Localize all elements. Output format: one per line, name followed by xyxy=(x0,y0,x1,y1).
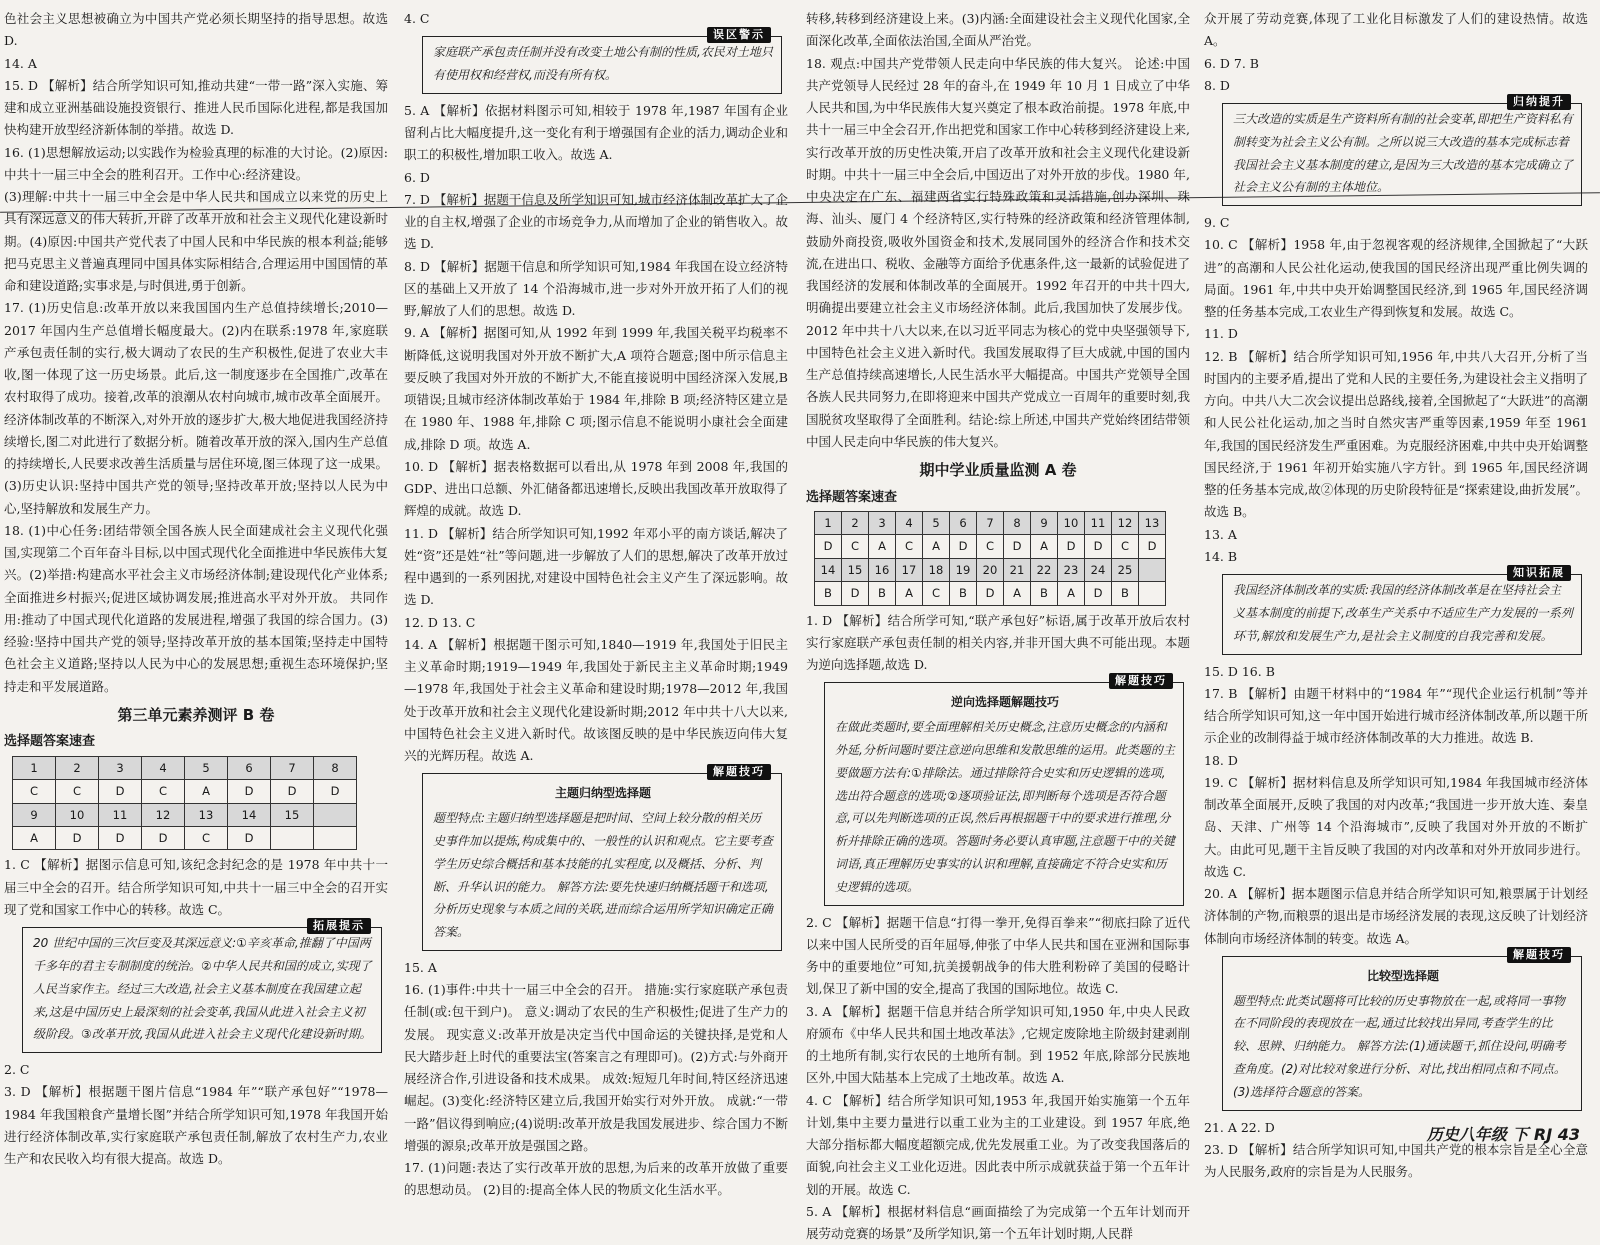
answer-2: 2. C 【解析】据题干信息“打得一拳开,免得百拳来”“彻底扫除了近代以来中国人民所受的百年屈辱,伸张了中华人民共和国在亚洲和国际事务中的重要地位”可知,抗美援朝战争的伟大胜利粉碎了美国的侵略计划,保卫了新中国的安全,提高了我国的国际地位。故选 C. xyxy=(806,914,1190,997)
tip-box xyxy=(1222,95,1582,206)
answer-11: 11. D xyxy=(1204,326,1238,342)
answer-21-22: 21. A 22. D xyxy=(1204,1119,1275,1135)
answer-5: 5. A 【解析】依据材料图示可知,相较于 1978 年,1987 年国有企业留利占比大幅度提升,这一变化有利于增强国有企业的活力,调动企业和职工的积极性,增加职工收入。故选 A. xyxy=(404,102,788,163)
tip-tag: 解题技巧 xyxy=(707,764,771,780)
answer-13: 13. A xyxy=(1204,526,1237,542)
text-top: 众开展了劳动竞赛,体现了工业化目标激发了人们的建设热情。故选 A。 xyxy=(1204,11,1588,49)
answer-4: 4. C 【解析】结合所学知识可知,1953 年,我国开始实施第一个五年计划,集中主要力量进行以重工业为主的工业建设。到 1957 年底,绝大部分指标都大幅度超额完成,优先发展重工业。为了改变我国落后的面貌,向社会主义工业化迈进。因此表中所示成就获益于第一个五年计划的开展。故选 C. xyxy=(806,1092,1190,1197)
text-top: 转移,转移到经济建设上来。(3)内涵:全面建设社会主义现代化国家,全面深化改革,全面依法治国,全面从严治党。 xyxy=(806,11,1190,49)
tip-text: 在做此类题时,要全面理解相关历史概念,注意历史概念的内涵和外延,分析问题时要注意逆向思维和发散思维的运用。此类题的主要做题方法有:①排除法。通过排除符合史实和历史逻辑的选项,选出符合题意的选项;②逐项验证法,即判断每个选项是否符合题意,可以先判断选项的正误,然后再根据题干中的要求进行推理,分析并排除正确的选项。答题时务必要认真审题,注意题干中的关键词语,真正理解历史事实的认识和理解,直接确定不符合史实和历史逻辑的选项。 xyxy=(835,720,1175,894)
tip-box xyxy=(824,674,1184,905)
answer-16b: (3)理解:中共十一届三中全会是中华人民共和国成立以来党的历史上具有深远意义的伟大转折,开辟了改革开放和社会主义现代化建设新时期。(4)原因:中国共产党代表了中国人民和中华民族的根本利益;能够把马克思主义普遍真理同中国具体实际相结合,合理运用中国国情的革命和建设道路;实事求是,与时俱进,勇于创新。 xyxy=(4,189,388,293)
answer-3: 3. D 【解析】根据题干图片信息“1984 年”“联产承包好”“1978—1984 年我国粮食产量增长图”并结合所学知识可知,1978 年我国开始进行经济体制改革,实行家庭联产承包责任制,解放了农村生产力,农业生产和农民收入均有很大提高。故选 D。 xyxy=(4,1084,388,1167)
column-3 xyxy=(806,8,1190,1245)
answer-18: 18. 观点:中国共产党带领人民走向中华民族的伟大复兴。 论述:中国共产党领导人民经过 28 年的奋斗,在 1949 年 10 月 1 日成立了中华人民共和国,为中华民族伟大复兴奠定了根本政治前提。1978 年底,中共十一届三中全会召开,作出把党和国家工作中心转移到经济建设上来,实行改革开放的历史性决策,开启了改革开放和社会主义现代化建设新时期。中共十一届三中全会后,中国迈出了对外开放的步伐。1980 年,中央决定在广东、福建两省实行特殊政策和灵活措施,创办深圳、珠海、汕头、厦门 4 个经济特区,实行特殊的经济政策和经济管理体制,鼓励外商投资,吸收外国资金和技术,发展同国外的经济合作和技术交流,在进出口、税收、金融等方面给予优惠条件,这一最新的试验促进了我国经济的发展和体制改革的全面展开。1992 年召开的中共十四大,明确提出要建立社会主义市场经济体制。此后,我国加快了发展步伐。2012 年中共十八大以来,在以习近平同志为核心的党中央坚强领导下,中国特色社会主义进入新时代。我国发展取得了巨大成就,中国的国内生产总值持续高速增长,人民生活水平大幅提高。中国共产党领导全国各族人民共同努力,在即将迎来中国共产党成立一百周年的重要时刻,我国脱贫攻坚取得了全面胜利。结论:综上所述,中国共产党始终团结带领中国人民走向中华民族的伟大复兴。 xyxy=(806,55,1190,449)
answer-20: 20. A 【解析】据本题图示信息并结合所学知识可知,粮票属于计划经济体制的产物,而粮票的退出是市场经济发展的表现,这反映了计划经济体制向市场经济体制的转变。故选 A。 xyxy=(1204,886,1588,946)
answer-15: 15. A xyxy=(404,959,437,975)
answer-14: 14. B xyxy=(1204,548,1238,564)
tip-title: 主题归纳型选择题 xyxy=(554,786,651,801)
tip-box xyxy=(422,765,782,951)
tip-text: 我国经济体制改革的实质:我国的经济体制改革是在坚持社会主义基本制度的前提下,改革生产关系中不适应生产力发展的一系列环节,解放和发展生产力,是社会主义制度的自我完善和发展。 xyxy=(1233,583,1573,643)
tip-text: 三大改造的实质是生产资料所有制的社会变革,即把生产资料私有制转变为社会主义公有制。之所以说三大改造的基本完成标志着我国社会主义基本制度的建立,是因为三大改造的基本完成确立了社会主义公有制的主体地位。 xyxy=(1233,112,1573,195)
answer-9: 9. A 【解析】据图可知,从 1992 年到 1999 年,我国关税平均税率不断降低,这说明我国对外开放不断扩大,A 项符合题意;图中所示信息主要反映了我国对外开放的不断扩大,不能直接说明中国经济深入发展,B 项错误;且城市经济体制改革始于 1984 年,排除 B 项;经济特区建立是在 1980 年、1988 年,排除 C 项;图示信息不能说明小康社会全面建成,排除 D 项。故选 A. xyxy=(404,325,788,452)
answer-18: 18. D xyxy=(1204,752,1238,768)
answer-4: 4. C xyxy=(404,11,430,26)
quick-check-title: 选择题答案速查 xyxy=(4,734,96,750)
tip-text: 家庭联产承包责任制并没有改变土地公有制的性质,农民对土地只有使用权和经营权,而没有所有权。 xyxy=(433,45,773,83)
midterm-title: 期中学业质量监测 A 卷 xyxy=(919,461,1077,479)
answer-16: 16. (1)事件:中共十一届三中全会的召开。 措施:实行家庭联产承包责任制(或:包干到户)。 意义:调动了农民的生产积极性;促进了生产力的发展。 现实意义:改革开放是决定当代中国命运的关键抉择,是党和人民大踏步赶上时代的重要法宝(答案言之有理即可)。(2)方式:与外商开展经济合作,引进设备和技术成果。 成效:短短几年时间,特区经济迅速崛起。(3)变化:经济特区建立后,我国开始实行对外开放。 成就:“一带一路”倡议得到响应;(4)说明:改革开放是我国发展进步、综合国力不断增强的源泉;改革开放是强国之路。 xyxy=(404,982,788,1153)
answer-17: 17. (1)问题:表达了实行改革开放的思想,为后来的改革开放做了重要的思想动员。 (2)目的:提高全体人民的物质文化生活水平。 xyxy=(404,1160,788,1198)
tip-tag: 知识拓展 xyxy=(1507,565,1571,581)
answer-1: 1. D 【解析】结合所学可知,“联产承包好”标语,属于改革开放后农村实行家庭联产承包责任制的相关内容,并非开国大典不可能出现。本题为逆向选择题,故选 D. xyxy=(806,612,1190,673)
answer-10: 10. D 【解析】据表格数据可以看出,从 1978 年到 2008 年,我国的 GDP、进出口总额、外汇储备都迅速增长,反映出我国改革开放取得了辉煌的成就。故选 D. xyxy=(404,458,788,519)
tip-title: 比较型选择题 xyxy=(1366,968,1439,983)
answer-5: 5. A 【解析】根据材料信息“画面描绘了为完成第一个五年计划而开展劳动竞赛的场景”及所学知识,第一个五年计划时期,人民群 xyxy=(806,1203,1190,1242)
quick-check-title: 选择题答案速查 xyxy=(806,489,898,505)
tip-tag: 误区警示 xyxy=(707,27,771,43)
answer-8: 8. D 【解析】据题干信息和所学知识可知,1984 年我国在设立经济特区的基础上又开放了 14 个沿海城市,进一步对外开放开拓了人们的视野,解放了人们的思想。故选 D. xyxy=(404,258,788,319)
answer-15-16: 15. D 16. B xyxy=(1204,663,1275,679)
answer-17: 17. B 【解析】由题干材料中的“1984 年”“现代企业运行机制”等并结合所学知识可知,这一年中国开始进行城市经济体制改革,所以题干所示企业的改制得益于城市经济体制改革的大力推进。故选 B. xyxy=(1204,685,1588,746)
answer-2: 2. C xyxy=(4,1062,30,1078)
answer-23: 23. D 【解析】结合所学知识可知,中国共产党的根本宗旨是全心全意为人民服务,政府的宗旨是为人民服务。 xyxy=(1204,1141,1588,1180)
column-2 xyxy=(404,8,788,1202)
answer-16a: 16. (1)思想解放运动;以实践作为检验真理的标准的大讨论。(2)原因:中共十一届三中全会的胜利召开。工作中心:经济建设。 xyxy=(4,144,388,182)
answer-17: 17. (1)历史信息:改革开放以来我国国内生产总值持续增长;2010—2017 年国内生产总值增长幅度最大。(2)内在联系:1978 年,家庭联产承包责任制的实行,极大调动了农民的生产积极性,促进了农业大丰收,图一体现了这一历史场景。此后,这一制度逐步在全国推广,改革在农村取得了成功。接着,改革的浪潮从农村向城市,城市改革全面展开。经济体制改革的不断深入,对外开放的逐步扩大,极大地促进我国经济持续增长,图二对此进行了数据分析。随着改革开放的深入,国内生产总值的持续增长,人民要求改善生活质量与居住环境,图三体现了这一成果。(3)历史认识:坚持中国共产党的领导;坚持改革开放;坚持以人民为中心,坚持解放和发展生产力。 xyxy=(4,300,388,516)
column-4 xyxy=(1204,8,1588,1183)
answer-14: 14. A 【解析】根据题干图示可知,1840—1919 年,我国处于旧民主主义革命时期;1919—1949 年,我国处于新民主主义革命时期;1949—1978 年,我国处于社会主义革命和建设时期;1978—2012 年,我国处于改革开放和社会主义现代化建设新时期;2012 年中共十八大以来,中国特色社会主义进入新时代。故该图反映的是中华民族迈向伟大复兴的光辉历程。故选 A. xyxy=(404,636,788,764)
answer-12: 12. B 【解析】结合所学知识可知,1956 年,中共八大召开,分析了当时国内的主要矛盾,提出了党和人民的主要任务,为建设社会主义指明了方向。中共八大二次会议提出总路线,接着,全国掀起了“大跃进”的高潮和人民公社化运动,加之当时自然灾害严重等因素,1959 年至 1961 年,我国的国民经济发生严重困难。为克服经济困难,中共中央开始调整国民经济,于 1961 年初开始实施八字方针。到 1965 年,国民经济调整的任务基本完成,故②体现的历史阶段特征是“探索建设,曲折发展”。故选 B。 xyxy=(1204,348,1588,520)
column-1 xyxy=(4,8,388,1170)
answer-15: 15. D 【解析】结合所学知识可知,推动共建“一带一路”深入实施、筹建和成立亚洲基础设施投资银行、推进人民币国际化进程,都是我国加快构建开放型经济新体制的举措。故选 D. xyxy=(4,77,388,138)
answer-12: 12. D 13. C xyxy=(404,614,476,630)
answer-table-1: 1 2 3 4 5 6 7 8 C C D C A D D D 9 10 11 12 13 14 15 A D D D C D xyxy=(12,756,357,851)
answer-11: 11. D 【解析】结合所学知识可知,1992 年邓小平的南方谈话,解决了姓“资”还是姓“社”等问题,进一步解放了人们的思想,解决了改革开放过程中遇到的一系列困扰,对建设中国特色社会主义产生了深远影响。故选 D. xyxy=(404,525,788,608)
answer-7: 7. D 【解析】据题干信息及所学知识可知,城市经济体制改革扩大了企业的自主权,增强了企业的市场竞争力,从而增加了企业的销售收入。故选 D. xyxy=(404,191,788,252)
tip-tag: 拓展提示 xyxy=(307,918,371,934)
unit-title: 第三单元素养测评 B 卷 xyxy=(117,705,275,724)
page-footer: 历史八年级 下 RJ 43 xyxy=(1426,1124,1580,1144)
tip-box xyxy=(22,919,382,1053)
answer-18: 18. (1)中心任务:团结带领全国各族人民全面建成社会主义现代化强国,实现第二个百年奋斗目标,以中国式现代化全面推进中华民族伟大复兴。(2)举措:构建高水平社会主义市场经济体制;建设现代化产业体系;全面推进乡村振兴;促进区域协调发展;推进高水平对外开放。 共同作用:推动了中国式现代化道路的发展进程,增强了我国的综合国力。(3)经验:坚持中国共产党的领导;坚持改革开放的基本国策;坚持走中国特色社会主义道路;坚持以人民为中心的发展思想;重视生态环境保护;坚持走和平发展道路。 xyxy=(4,522,388,694)
answer-9: 9. C xyxy=(1204,215,1230,231)
answer-10: 10. C 【解析】1958 年,由于忽视客观的经济规律,全国掀起了“大跃进”的高潮和人民公社化运动,使我国的国民经济出现严重比例失调的局面。1961 年,中共中央开始调整国民经济,到 1965 年,国民经济调整的任务基本完成,工农业生产得到恢复和发展。故选 C。 xyxy=(1204,237,1588,320)
tip-text: 20 世纪中国的三次巨变及其深远意义:①辛亥革命,推翻了中国两千多年的君主专制制度的统治。②中华人民共和国的成立,实现了人民当家作主。经过三大改造,社会主义基本制度在我国建立起来,这是中国历史上最深刻的社会变革,我国从此进入社会主义初级阶段。③改革开放,我国从此进入社会主义现代化建设新时期。 xyxy=(33,936,372,1042)
tip-title: 逆向选择题解题技巧 xyxy=(950,695,1059,710)
text-top: 色社会主义思想被确立为中国共产党必须长期坚持的指导思想。故选 D. xyxy=(4,11,388,49)
tip-tag: 解题技巧 xyxy=(1507,947,1571,963)
answer-14: 14. A xyxy=(4,55,37,71)
answer-19: 19. C 【解析】据材料信息及所学知识可知,1984 年我国城市经济体制改革全面展开,反映了我国的对内改革;“我国进一步开放大连、秦皇岛、天津、广州等 14 个沿海城市”,反映了我国对外开放的不断扩大。由此可见,题干主旨反映了我国的对内改革和对外开放同步进行。故选 C. xyxy=(1204,774,1588,879)
tip-box xyxy=(422,28,782,94)
tip-text: 题型特点:此类试题将可比较的历史事物放在一起,或将同一事物在不同阶段的表现放在一起,通过比较找出异同,考查学生的比较、思辨、归纳能力。 解答方法:(1)通读题干,抓住设问,明确考查角度。(2)对比较对象进行分析、对比,找出相同点和不同点。(3)选择符合题意的答案。 xyxy=(1233,993,1566,1099)
tip-tag: 解题技巧 xyxy=(1109,673,1173,689)
tip-text: 题型特点:主题归纳型选择题是把时间、空间上较分散的相关历史事件加以提炼,构成集中的、一般性的认识和观点。它主要考查学生历史综合概括和基本技能的扎实程度,以及概括、分析、判断、升华认识的能力。 解答方法:要先快速归纳概括题干和选项,分析历史现象与本质之间的关联,进而综合运用所学知识确定正确答案。 xyxy=(433,811,773,940)
answer-6-7: 6. D 7. B xyxy=(1204,55,1259,71)
tip-box xyxy=(1222,947,1582,1111)
answer-8: 8. D xyxy=(1204,77,1230,93)
tip-box xyxy=(1222,566,1582,654)
answer-1: 1. C 【解析】据图示信息可知,该纪念封纪念的是 1978 年中共十一届三中全会的召开。结合所学知识可知,中共十一届三中全会的召开实现了党和国家工作中心的转移。故选 C。 xyxy=(4,857,388,917)
answer-3: 3. A 【解析】据题干信息并结合所学知识可知,1950 年,中央人民政府颁布《中华人民共和国土地改革法》,它规定废除地主阶级封建剥削的土地所有制,实行农民的土地所有制。到 1952 年底,除部分民族地区外,中国大陆基本上完成了土地改革。故选 A. xyxy=(806,1003,1190,1086)
answer-table-2: 1 2 3 4 5 6 7 8 9 10 11 12 13 D C A C A D C D A D D C D 14 15 16 17 18 19 20 21 22 23 24 25 B D B A C B D A B A D B xyxy=(814,511,1166,606)
answer-6: 6. D xyxy=(404,169,430,185)
tip-tag: 归纳提升 xyxy=(1507,94,1571,110)
